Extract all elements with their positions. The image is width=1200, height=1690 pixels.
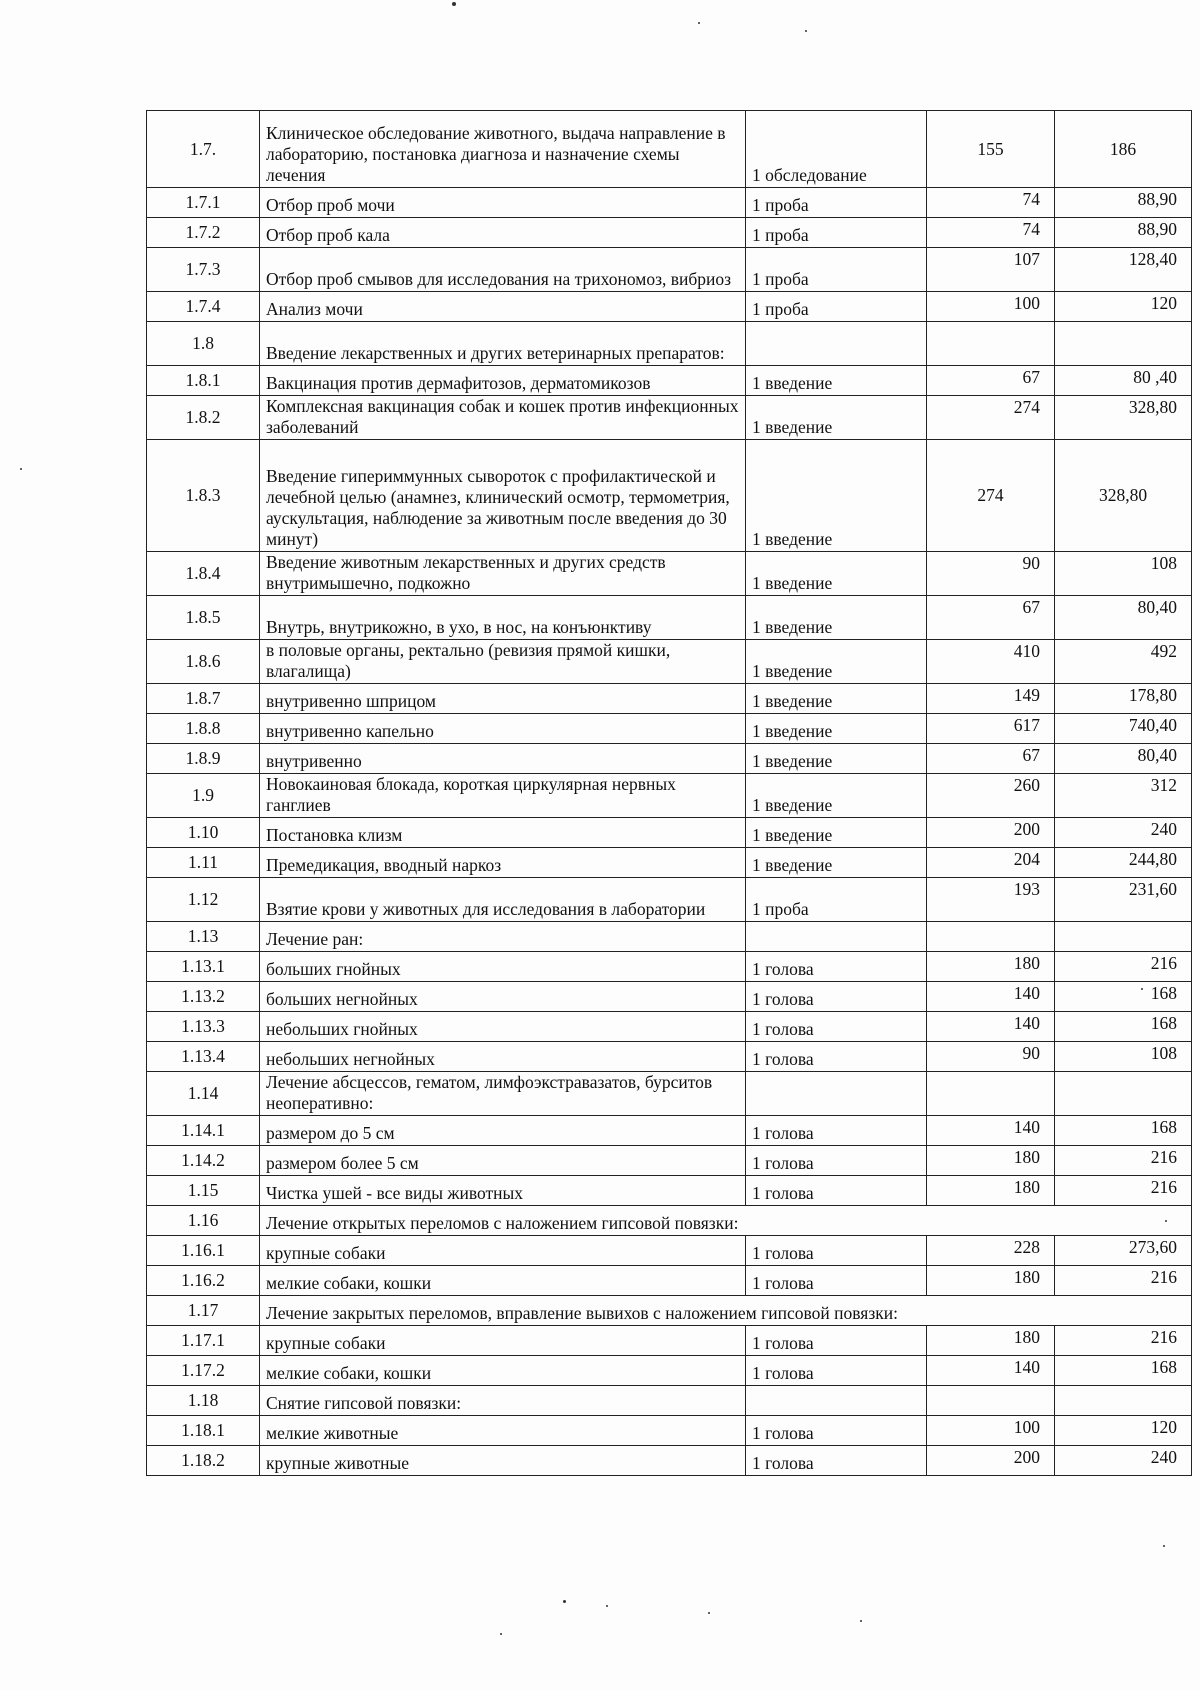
- item-number: 1.18: [147, 1386, 260, 1416]
- item-number: 1.14.2: [147, 1146, 260, 1176]
- price-without-vat: 67: [927, 596, 1055, 640]
- price-with-vat: 240: [1055, 818, 1192, 848]
- price-with-vat: 80,40: [1055, 596, 1192, 640]
- item-number: 1.17.1: [147, 1326, 260, 1356]
- item-number: 1.14: [147, 1072, 260, 1116]
- price-with-vat: 178,80: [1055, 684, 1192, 714]
- price-with-vat: [1055, 1386, 1192, 1416]
- table-row: [147, 878, 1192, 922]
- item-number: 1.14.1: [147, 1116, 260, 1146]
- price-with-vat: 120: [1055, 292, 1192, 322]
- price-with-vat: 186: [1055, 111, 1192, 188]
- service-name: мелкие собаки, кошки: [260, 1356, 746, 1386]
- item-number: 1.16.2: [147, 1266, 260, 1296]
- table-row: [147, 1356, 1192, 1386]
- item-number: 1.7.3: [147, 248, 260, 292]
- price-with-vat: 168: [1055, 1116, 1192, 1146]
- table-row: [147, 1042, 1192, 1072]
- price-without-vat: 140: [927, 982, 1055, 1012]
- service-name: Отбор проб смывов для исследования на трихономоз, вибриоз: [260, 248, 746, 292]
- item-number: 1.7.4: [147, 292, 260, 322]
- price-without-vat: [927, 322, 1055, 366]
- price-without-vat: 274: [927, 396, 1055, 440]
- price-with-vat: 273,60: [1055, 1236, 1192, 1266]
- unit-of-measure: 1 голова: [746, 1176, 927, 1206]
- service-name: небольших гнойных: [260, 1012, 746, 1042]
- price-without-vat: [927, 1072, 1055, 1116]
- price-without-vat: 180: [927, 1176, 1055, 1206]
- unit-of-measure: 1 введение: [746, 640, 927, 684]
- item-number: 1.12: [147, 878, 260, 922]
- service-name: внутривенно капельно: [260, 714, 746, 744]
- service-name: Отбор проб кала: [260, 218, 746, 248]
- table-row: [147, 218, 1192, 248]
- table-row: [147, 1416, 1192, 1446]
- scan-speck: [452, 2, 456, 6]
- unit-of-measure: 1 введение: [746, 848, 927, 878]
- unit-of-measure: 1 голова: [746, 1042, 927, 1072]
- item-number: 1.13: [147, 922, 260, 952]
- service-name: Лечение закрытых переломов, вправление вывихов с наложением гипсовой повязки:: [260, 1296, 1192, 1326]
- price-without-vat: 180: [927, 952, 1055, 982]
- unit-of-measure: 1 голова: [746, 1356, 927, 1386]
- price-without-vat: 74: [927, 218, 1055, 248]
- item-number: 1.7.: [147, 111, 260, 188]
- item-number: 1.8.1: [147, 366, 260, 396]
- price-with-vat: 80,40: [1055, 744, 1192, 774]
- price-with-vat: 328,80: [1055, 396, 1192, 440]
- price-table-body: [147, 111, 1192, 1476]
- service-name: крупные собаки: [260, 1326, 746, 1356]
- price-without-vat: 180: [927, 1266, 1055, 1296]
- table-row: [147, 818, 1192, 848]
- price-with-vat: 88,90: [1055, 218, 1192, 248]
- service-name: Лечение ран:: [260, 922, 746, 952]
- table-row: [147, 640, 1192, 684]
- unit-of-measure: 1 проба: [746, 248, 927, 292]
- unit-of-measure: 1 введение: [746, 684, 927, 714]
- table-row: [147, 396, 1192, 440]
- unit-of-measure: 1 введение: [746, 774, 927, 818]
- item-number: 1.17.2: [147, 1356, 260, 1386]
- service-name: небольших негнойных: [260, 1042, 746, 1072]
- price-with-vat: 120: [1055, 1416, 1192, 1446]
- item-number: 1.8.8: [147, 714, 260, 744]
- service-name: крупные животные: [260, 1446, 746, 1476]
- table-row: [147, 848, 1192, 878]
- unit-of-measure: 1 голова: [746, 1146, 927, 1176]
- service-name: Отбор проб мочи: [260, 188, 746, 218]
- price-table: [146, 110, 1192, 1476]
- table-row: [147, 1446, 1192, 1476]
- table-row: [147, 1146, 1192, 1176]
- price-without-vat: 228: [927, 1236, 1055, 1266]
- price-without-vat: 67: [927, 366, 1055, 396]
- item-number: 1.11: [147, 848, 260, 878]
- unit-of-measure: 1 введение: [746, 714, 927, 744]
- item-number: 1.8: [147, 322, 260, 366]
- item-number: 1.8.4: [147, 552, 260, 596]
- service-name: Анализ мочи: [260, 292, 746, 322]
- price-without-vat: 90: [927, 552, 1055, 596]
- price-without-vat: 180: [927, 1146, 1055, 1176]
- price-with-vat: 231,60: [1055, 878, 1192, 922]
- price-with-vat: 740,40: [1055, 714, 1192, 744]
- unit-of-measure: [746, 322, 927, 366]
- scan-speck: [805, 30, 807, 32]
- table-row: [147, 1012, 1192, 1042]
- scan-speck: [860, 1620, 862, 1622]
- unit-of-measure: 1 проба: [746, 218, 927, 248]
- item-number: 1.8.3: [147, 440, 260, 552]
- price-without-vat: 200: [927, 1446, 1055, 1476]
- service-name: Постановка клизм: [260, 818, 746, 848]
- unit-of-measure: 1 введение: [746, 596, 927, 640]
- service-name: Премедикация, вводный наркоз: [260, 848, 746, 878]
- unit-of-measure: 1 введение: [746, 396, 927, 440]
- service-name: Клиническое обследование животного, выдача направление в лабораторию, постановка диагноза и назначение схемы лечения: [260, 111, 746, 188]
- price-without-vat: 100: [927, 1416, 1055, 1446]
- price-with-vat: 492: [1055, 640, 1192, 684]
- price-with-vat: 216: [1055, 1176, 1192, 1206]
- scan-speck: [1163, 1545, 1165, 1547]
- price-without-vat: 155: [927, 111, 1055, 188]
- table-row: [147, 292, 1192, 322]
- table-row: [147, 1326, 1192, 1356]
- price-without-vat: 74: [927, 188, 1055, 218]
- unit-of-measure: 1 проба: [746, 292, 927, 322]
- price-without-vat: 90: [927, 1042, 1055, 1072]
- scan-speck: [563, 1600, 566, 1603]
- table-row: [147, 1206, 1192, 1236]
- table-row: [147, 1386, 1192, 1416]
- table-row: [147, 1236, 1192, 1266]
- unit-of-measure: 1 введение: [746, 552, 927, 596]
- table-row: [147, 684, 1192, 714]
- item-number: 1.15: [147, 1176, 260, 1206]
- table-row: [147, 248, 1192, 292]
- price-with-vat: 168: [1055, 982, 1192, 1012]
- unit-of-measure: 1 голова: [746, 1446, 927, 1476]
- service-name: Внутрь, внутрикожно, в ухо, в нос, на конъюнктиву: [260, 596, 746, 640]
- price-with-vat: 328,80: [1055, 440, 1192, 552]
- unit-of-measure: 1 введение: [746, 744, 927, 774]
- unit-of-measure: 1 голова: [746, 952, 927, 982]
- price-without-vat: [927, 1386, 1055, 1416]
- price-with-vat: 88,90: [1055, 188, 1192, 218]
- item-number: 1.10: [147, 818, 260, 848]
- price-with-vat: 312: [1055, 774, 1192, 818]
- scan-speck: [500, 1633, 502, 1635]
- unit-of-measure: 1 голова: [746, 1116, 927, 1146]
- table-row: [147, 922, 1192, 952]
- price-without-vat: [927, 922, 1055, 952]
- unit-of-measure: 1 введение: [746, 818, 927, 848]
- service-name: Введение животным лекарственных и других средств внутримышечно, подкожно: [260, 552, 746, 596]
- price-without-vat: 200: [927, 818, 1055, 848]
- table-row: [147, 714, 1192, 744]
- unit-of-measure: 1 голова: [746, 1236, 927, 1266]
- price-without-vat: 180: [927, 1326, 1055, 1356]
- service-name: внутривенно: [260, 744, 746, 774]
- scan-speck: [606, 1605, 608, 1607]
- item-number: 1.16.1: [147, 1236, 260, 1266]
- table-row: [147, 1176, 1192, 1206]
- service-name: Чистка ушей - все виды животных: [260, 1176, 746, 1206]
- service-name: внутривенно шприцом: [260, 684, 746, 714]
- item-number: 1.16: [147, 1206, 260, 1236]
- service-name: Лечение абсцессов, гематом, лимфоэкстравазатов, бурситов неоперативно:: [260, 1072, 746, 1116]
- unit-of-measure: 1 голова: [746, 1326, 927, 1356]
- unit-of-measure: 1 обследование: [746, 111, 927, 188]
- item-number: 1.7.1: [147, 188, 260, 218]
- price-without-vat: 193: [927, 878, 1055, 922]
- price-with-vat: 108: [1055, 552, 1192, 596]
- price-without-vat: 617: [927, 714, 1055, 744]
- table-row: [147, 188, 1192, 218]
- service-name: крупные собаки: [260, 1236, 746, 1266]
- item-number: 1.18.1: [147, 1416, 260, 1446]
- price-without-vat: 260: [927, 774, 1055, 818]
- item-number: 1.8.7: [147, 684, 260, 714]
- scan-speck: [1141, 988, 1143, 990]
- item-number: 1.8.9: [147, 744, 260, 774]
- price-without-vat: 410: [927, 640, 1055, 684]
- table-row: [147, 1072, 1192, 1116]
- service-name: мелкие животные: [260, 1416, 746, 1446]
- price-with-vat: 128,40: [1055, 248, 1192, 292]
- unit-of-measure: 1 введение: [746, 440, 927, 552]
- item-number: 1.8.2: [147, 396, 260, 440]
- item-number: 1.7.2: [147, 218, 260, 248]
- table-row: [147, 1116, 1192, 1146]
- item-number: 1.18.2: [147, 1446, 260, 1476]
- service-name: Комплексная вакцинация собак и кошек против инфекционных заболеваний: [260, 396, 746, 440]
- service-name: больших негнойных: [260, 982, 746, 1012]
- price-without-vat: 100: [927, 292, 1055, 322]
- item-number: 1.9: [147, 774, 260, 818]
- price-without-vat: 140: [927, 1356, 1055, 1386]
- price-with-vat: 216: [1055, 1326, 1192, 1356]
- unit-of-measure: 1 голова: [746, 982, 927, 1012]
- price-with-vat: 168: [1055, 1012, 1192, 1042]
- price-without-vat: 67: [927, 744, 1055, 774]
- price-with-vat: [1055, 322, 1192, 366]
- unit-of-measure: 1 проба: [746, 188, 927, 218]
- unit-of-measure: 1 голова: [746, 1012, 927, 1042]
- price-without-vat: 149: [927, 684, 1055, 714]
- service-name: Снятие гипсовой повязки:: [260, 1386, 746, 1416]
- item-number: 1.13.3: [147, 1012, 260, 1042]
- price-with-vat: 80 ,40: [1055, 366, 1192, 396]
- price-with-vat: 216: [1055, 952, 1192, 982]
- item-number: 1.13.2: [147, 982, 260, 1012]
- service-name: Вакцинация против дермафитозов, дерматомикозов: [260, 366, 746, 396]
- price-with-vat: [1055, 1072, 1192, 1116]
- price-without-vat: 140: [927, 1012, 1055, 1042]
- item-number: 1.8.5: [147, 596, 260, 640]
- service-name: Новокаиновая блокада, короткая циркулярная нервных ганглиев: [260, 774, 746, 818]
- unit-of-measure: [746, 1386, 927, 1416]
- service-name: Лечение открытых переломов с наложением гипсовой повязки:: [260, 1206, 1192, 1236]
- price-without-vat: 274: [927, 440, 1055, 552]
- price-with-vat: 108: [1055, 1042, 1192, 1072]
- price-with-vat: [1055, 922, 1192, 952]
- price-with-vat: 240: [1055, 1446, 1192, 1476]
- scan-speck: [1165, 1220, 1167, 1222]
- item-number: 1.17: [147, 1296, 260, 1326]
- item-number: 1.13.1: [147, 952, 260, 982]
- table-row: [147, 111, 1192, 188]
- unit-of-measure: 1 голова: [746, 1266, 927, 1296]
- price-with-vat: 244,80: [1055, 848, 1192, 878]
- service-name: Введение гипериммунных сывороток с профилактической и лечебной целью (анамнез, клинический осмотр, термометрия, аускультация, наблюдение за животным после введения до 30 минут): [260, 440, 746, 552]
- table-row: [147, 952, 1192, 982]
- service-name: Взятие крови у животных для исследования в лаборатории: [260, 878, 746, 922]
- price-with-vat: 216: [1055, 1146, 1192, 1176]
- service-name: размером до 5 см: [260, 1116, 746, 1146]
- price-with-vat: 168: [1055, 1356, 1192, 1386]
- service-name: мелкие собаки, кошки: [260, 1266, 746, 1296]
- unit-of-measure: 1 проба: [746, 878, 927, 922]
- price-without-vat: 204: [927, 848, 1055, 878]
- price-without-vat: 107: [927, 248, 1055, 292]
- unit-of-measure: 1 голова: [746, 1416, 927, 1446]
- service-name: размером более 5 см: [260, 1146, 746, 1176]
- table-row: [147, 440, 1192, 552]
- table-row: [147, 552, 1192, 596]
- table-row: [147, 366, 1192, 396]
- table-row: [147, 1266, 1192, 1296]
- table-row: [147, 596, 1192, 640]
- item-number: 1.13.4: [147, 1042, 260, 1072]
- unit-of-measure: [746, 922, 927, 952]
- unit-of-measure: 1 введение: [746, 366, 927, 396]
- table-row: [147, 982, 1192, 1012]
- table-row: [147, 1296, 1192, 1326]
- service-name: больших гнойных: [260, 952, 746, 982]
- unit-of-measure: [746, 1072, 927, 1116]
- service-name: в половые органы, ректально (ревизия прямой кишки, влагалища): [260, 640, 746, 684]
- price-without-vat: 140: [927, 1116, 1055, 1146]
- table-row: [147, 774, 1192, 818]
- item-number: 1.8.6: [147, 640, 260, 684]
- price-with-vat: 216: [1055, 1266, 1192, 1296]
- scan-speck: [708, 1612, 710, 1614]
- service-name: Введение лекарственных и других ветеринарных препаратов:: [260, 322, 746, 366]
- table-row: [147, 322, 1192, 366]
- scan-speck: [698, 22, 700, 24]
- scan-speck: [20, 468, 22, 470]
- table-row: [147, 744, 1192, 774]
